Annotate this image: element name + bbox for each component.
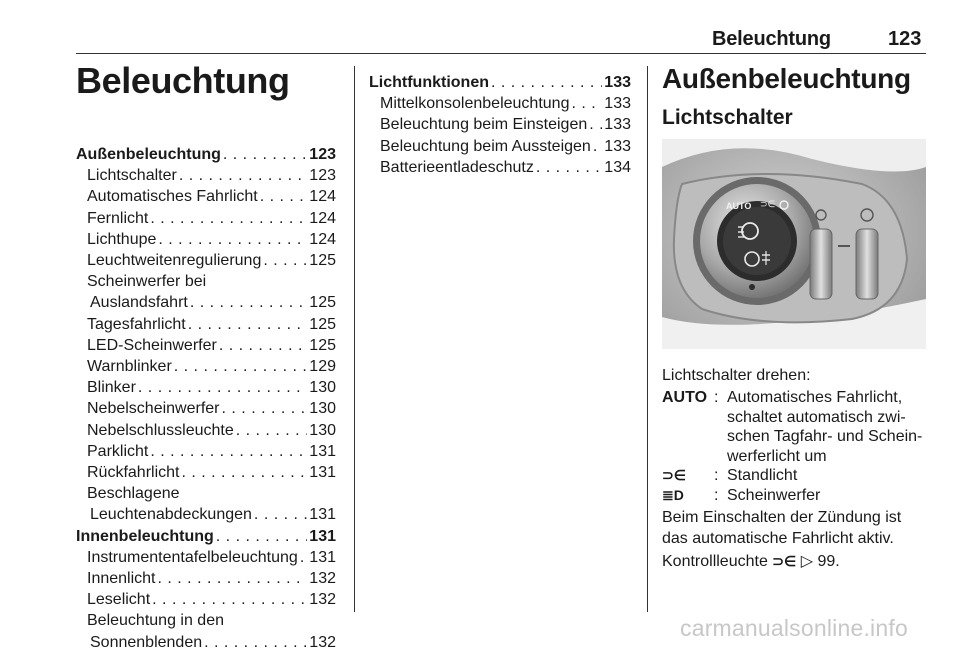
toc-entry[interactable] (76, 314, 336, 335)
toc-entry-page: 131 (309, 548, 336, 566)
toc-entry-label: Blinker (87, 379, 136, 397)
toc-entry-label: Beleuchtung in den (87, 612, 224, 630)
toc-entry-page: 131 (309, 442, 336, 460)
toc-entry-page: 131 (309, 506, 336, 524)
toc-leader-dots (223, 144, 307, 165)
toc-leader-dots (219, 335, 307, 356)
toc-entry[interactable] (76, 420, 336, 441)
toc-leader-dots (593, 136, 602, 157)
toc-leader-dots (150, 441, 307, 462)
toc-entry-label: Nebelschlussleuchte (87, 421, 234, 439)
header-title: Beleuchtung (712, 28, 831, 50)
definition-term: AUTO (662, 389, 708, 406)
definition-row (662, 486, 928, 506)
toc-entry-page: 124 (309, 209, 336, 227)
toc-entry-page: 123 (309, 167, 336, 185)
auto-light-paragraph: Beim Einschalten der Zündung ist das automatische Fahrlicht aktiv. (662, 509, 902, 547)
toc-entry-page: 130 (309, 379, 336, 397)
toc-entry[interactable] (76, 271, 336, 292)
definition-row (662, 466, 928, 486)
definition-description: Automatisches Fahrlicht, schaltet automatisch zwi-schen Tagfahr- und Schein-werferlicht um (727, 389, 923, 465)
toc-leader-dots (216, 526, 308, 547)
toc-leader-dots (589, 114, 602, 135)
toc-entry[interactable] (76, 504, 336, 525)
toc-entry-page: 130 (309, 400, 336, 418)
toc-entry[interactable] (76, 229, 336, 250)
toc-entry[interactable] (369, 93, 631, 114)
section-title: Außenbeleuchtung (662, 63, 911, 94)
toc-leader-dots (158, 229, 307, 250)
toc-leader-dots (179, 165, 307, 186)
parking-light-icon: ⊃∈ (772, 553, 797, 569)
toc-entry-label: Beleuchtung beim Aussteigen (380, 137, 591, 155)
toc-entry[interactable] (76, 208, 336, 229)
toc-entry[interactable] (76, 441, 336, 462)
toc-entry-label: Lichtschalter (87, 167, 177, 185)
light-switch-photo (662, 139, 926, 349)
toc-middle (369, 72, 631, 178)
main-title: Beleuchtung (76, 60, 290, 101)
toc-entry[interactable] (76, 377, 336, 398)
definition-separator: : (714, 467, 719, 484)
toc-leader-dots (181, 462, 307, 483)
page-number: 123 (888, 28, 922, 50)
toc-entry-label: LED-Scheinwerfer (87, 336, 217, 354)
toc-entry-page: 125 (309, 294, 336, 312)
toc-entry-page: 133 (604, 137, 631, 155)
toc-entry-page: 124 (309, 188, 336, 206)
definition-separator: : (714, 486, 719, 504)
toc-entry-page: 124 (309, 230, 336, 248)
toc-entry-label: Lichthupe (87, 230, 157, 248)
toc-leader-dots (150, 208, 307, 229)
toc-entry-label: Leselicht (87, 591, 151, 609)
toc-entry[interactable] (76, 568, 336, 589)
toc-entry-label: Automatisches Fahrlicht (87, 188, 258, 206)
definition-row (662, 388, 928, 466)
toc-entry-label: Mittelkonsolenbeleuchtung (380, 95, 570, 113)
toc-entry[interactable] (76, 250, 336, 271)
toc-entry[interactable] (369, 157, 631, 178)
column-divider-right (647, 66, 648, 612)
definition-description: Standlicht (727, 467, 798, 484)
toc-entry[interactable] (76, 547, 336, 568)
toc-leader-dots (254, 504, 307, 525)
toc-entry-label: Leuchtweitenregulierung (87, 252, 262, 270)
toc-entry-label: Scheinwerfer bei (87, 273, 207, 291)
definition-list (662, 388, 928, 505)
toc-entry-page: 132 (309, 591, 336, 609)
intro-text: Lichtschalter drehen: (662, 367, 811, 384)
toc-entry[interactable] (76, 483, 336, 504)
watermark: carmanualsonline.info (680, 615, 908, 641)
toc-entry[interactable] (76, 186, 336, 207)
toc-left (76, 144, 336, 653)
toc-entry-label: Beschlagene (87, 485, 180, 503)
toc-entry-label: Innenbeleuchtung (76, 527, 214, 545)
toc-entry-label: Innenlicht (87, 570, 156, 588)
toc-entry[interactable] (76, 610, 336, 631)
toc-entry-page: 133 (604, 95, 631, 113)
toc-entry-label: Auslandsfahrt (90, 294, 188, 312)
toc-entry[interactable] (76, 589, 336, 610)
toc-entry-label: Batterieentladeschutz (380, 158, 534, 176)
toc-entry-label: Lichtfunktionen (369, 74, 489, 91)
toc-entry-page: 132 (309, 570, 336, 588)
toc-entry-page: 123 (309, 146, 336, 163)
toc-entry-page: 133 (604, 116, 631, 134)
toc-entry-page: 125 (309, 336, 336, 354)
toc-leader-dots (236, 420, 308, 441)
toc-entry-label: Tagesfahrlicht (87, 315, 186, 333)
indicator-page: 99. (817, 553, 840, 570)
toc-entry[interactable] (369, 114, 631, 135)
toc-leader-dots (491, 72, 602, 93)
toc-entry-page: 129 (309, 358, 336, 376)
toc-leader-dots (188, 314, 308, 335)
column-divider-left (354, 66, 355, 612)
toc-leader-dots (536, 157, 602, 178)
svg-text:AUTO: AUTO (726, 201, 752, 211)
toc-entry-page: 131 (309, 527, 336, 545)
definition-separator: : (714, 389, 719, 406)
svg-text:⊃∈: ⊃∈ (760, 199, 776, 209)
toc-entry-label: Instrumententafelbeleuchtung (87, 548, 298, 566)
toc-entry[interactable] (76, 632, 336, 653)
toc-entry[interactable] (76, 292, 336, 313)
toc-entry-label: Warnblinker (87, 358, 172, 376)
toc-entry-label: Außenbeleuchtung (76, 146, 221, 163)
toc-entry-label: Rückfahrlicht (87, 464, 180, 482)
light-switch-photo-icon (662, 139, 926, 349)
toc-entry[interactable] (369, 136, 631, 157)
toc-entry-page: 130 (309, 421, 336, 439)
subsection-title: Lichtschalter (662, 106, 793, 129)
toc-leader-dots (138, 377, 307, 398)
toc-entry-label: Sonnenblenden (90, 633, 203, 651)
toc-entry[interactable] (76, 144, 336, 165)
toc-leader-dots (571, 93, 602, 114)
header-rule (76, 53, 926, 54)
toc-leader-dots (152, 589, 307, 610)
indicator-label: Kontrollleuchte (662, 553, 768, 570)
toc-leader-dots (204, 632, 307, 653)
toc-entry-label: Parklicht (87, 442, 149, 460)
toc-entry-label: Beleuchtung beim Einsteigen (380, 116, 588, 134)
toc-entry[interactable] (76, 526, 336, 547)
toc-leader-dots (158, 568, 308, 589)
toc-leader-dots (263, 250, 307, 271)
definition-description: Scheinwerfer (727, 486, 821, 504)
reference-triangle-icon: ▷ (800, 553, 813, 570)
toc-leader-dots (300, 547, 307, 568)
toc-entry-label: Nebelscheinwerfer (87, 400, 220, 418)
toc-entry-page: 125 (309, 315, 336, 333)
toc-leader-dots (174, 356, 308, 377)
toc-entry-page: 131 (309, 464, 336, 482)
indicator-reference (662, 551, 840, 572)
toc-entry[interactable] (76, 335, 336, 356)
toc-entry-label: Fernlicht (87, 209, 149, 227)
toc-entry-page: 132 (309, 633, 336, 651)
toc-entry-page: 134 (604, 158, 631, 176)
toc-entry[interactable] (369, 72, 631, 93)
toc-leader-dots (222, 398, 308, 419)
toc-entry[interactable] (76, 165, 336, 186)
headlight-icon: ≣D (662, 486, 684, 503)
toc-leader-dots (260, 186, 308, 207)
toc-leader-dots (190, 292, 307, 313)
toc-entry[interactable] (76, 398, 336, 419)
toc-entry-page: 133 (604, 74, 631, 91)
toc-entry[interactable] (76, 356, 336, 377)
toc-entry[interactable] (76, 462, 336, 483)
toc-entry-page: 125 (309, 252, 336, 270)
toc-entry-label: Leuchtenabdeckungen (90, 506, 252, 524)
parking-light-icon: ⊃∈ (662, 467, 686, 483)
